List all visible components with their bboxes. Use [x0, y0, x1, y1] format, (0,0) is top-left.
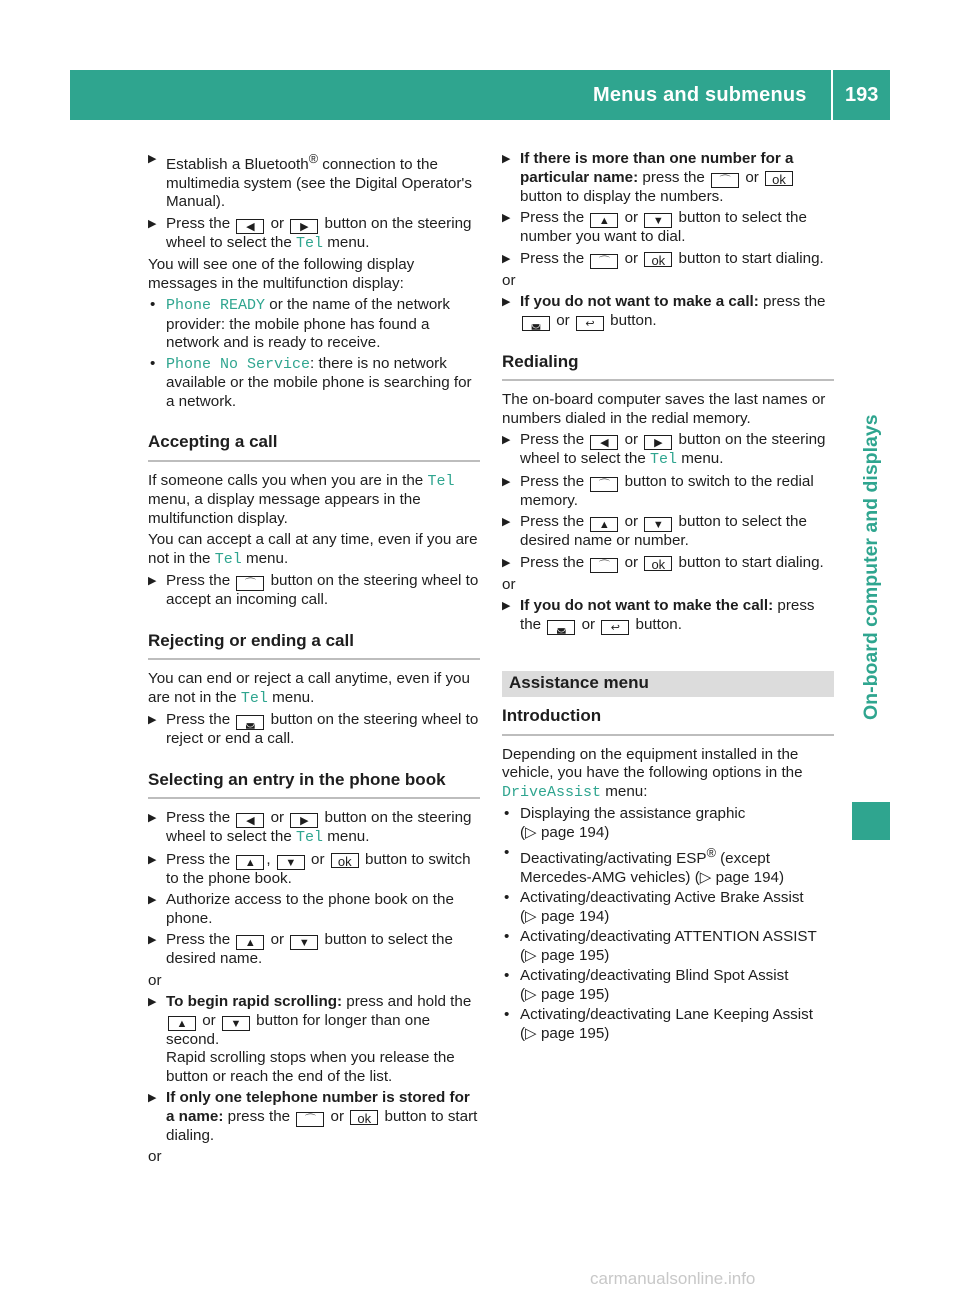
instruction-step: ▶ If you do not want to make a call: press the ◛ or ↩ button. [502, 293, 826, 330]
instruction-step: ▶ Establish a Bluetooth® connection to the multimedia system (see the Digital Operator's Manual). [148, 152, 472, 211]
step-arrow-icon: ▶ [148, 934, 157, 947]
step-arrow-icon: ▶ [148, 812, 157, 825]
side-tab [856, 414, 886, 750]
phone-key-icon: ⌒ [590, 558, 618, 573]
or-text: or [148, 1148, 162, 1166]
down-arrow-key-icon: ▼ [644, 213, 672, 228]
paragraph: The on-board computer saves the last names or numbers dialed in the redial memory. [502, 391, 826, 427]
phone-key-icon: ⌒ [590, 254, 618, 269]
down-arrow-key-icon: ▼ [277, 855, 305, 870]
page-header-title: Menus and submenus [593, 84, 807, 106]
instruction-step: ▶ To begin rapid scrolling: press and hold the ▲ or ▼ button for longer than one second. Rapid scrolling stops when you release the button or reach the end of the list. [148, 993, 472, 1085]
list-item: • Displaying the assistance graphic (▷ page 194) [504, 805, 746, 841]
instruction-step: ▶ If you do not want to make the call: press the ◛ or ↩ button. [502, 597, 815, 634]
page-reference: (▷ page 195) [520, 946, 610, 964]
step-arrow-icon: ▶ [148, 714, 157, 727]
step-arrow-icon: ▶ [502, 296, 511, 308]
watermark: carmanualsonline.info [590, 1269, 756, 1288]
step-arrow-icon: ▶ [148, 1092, 157, 1105]
list-item: • Activating/deactivating Blind Spot Assist (▷ page 195) [504, 967, 789, 1003]
phone-key-icon: ⌒ [296, 1112, 324, 1127]
left-arrow-key-icon: ◀ [236, 813, 264, 828]
paragraph: You can accept a call at any time, even if you are not in the Tel menu. [148, 531, 478, 568]
instruction-step: ▶ Authorize access to the phone book on the phone. [148, 891, 454, 927]
instruction-step: ▶ If there is more than one number for a particular name: press the ⌒ or ok button to display the numbers. [502, 150, 794, 205]
menu-name: DriveAssist [502, 783, 602, 801]
right-column [502, 150, 834, 1045]
step-arrow-icon: ▶ [502, 516, 511, 528]
instruction-step: ▶ Press the ▲ , ▼ or ok button to switch to the phone book. [148, 850, 471, 887]
section-heading-accepting-call: Accepting a call [148, 433, 480, 462]
section-heading-introduction: Introduction [502, 707, 834, 736]
header-divider [831, 70, 833, 120]
left-arrow-key-icon: ◀ [590, 435, 618, 450]
back-key-icon: ↩ [576, 316, 604, 331]
instruction-step: ▶ Press the ▲ or ▼ button to select the desired name or number. [502, 513, 807, 549]
ok-key-icon: ok [644, 556, 672, 571]
side-tab-label: On-board computer and displays [860, 414, 882, 720]
instruction-step: ▶ Press the ⌒ or ok button to start dialing. [502, 553, 824, 572]
instruction-step: ▶ Press the ▲ or ▼ button to select the number you want to dial. [502, 209, 807, 245]
up-arrow-key-icon: ▲ [590, 517, 618, 532]
down-arrow-key-icon: ▼ [222, 1016, 250, 1031]
instruction-step: ▶ Press the ◀ or ▶ button on the steering wheel to select the Tel menu. [148, 809, 472, 847]
ok-key-icon: ok [350, 1110, 378, 1125]
ok-key-icon: ok [765, 171, 793, 186]
instruction-step: ▶ If only one telephone number is stored for a name: press the ⌒ or ok button to start dialing. [148, 1089, 478, 1144]
instruction-step: ▶ Press the ◀ or ▶ button on the steering wheel to select the Tel menu. [502, 431, 826, 468]
list-item: • Activating/deactivating ATTENTION ASSIST (▷ page 195) [504, 928, 817, 964]
phone-key-icon: ⌒ [590, 477, 618, 492]
up-arrow-key-icon: ▲ [236, 855, 264, 870]
list-item: • Deactivating/activating ESP® (except Mercedes-AMG vehicles) (▷ page 194) [504, 844, 785, 886]
side-tab-marker [852, 802, 890, 840]
page-reference: (▷ page 194) [694, 868, 785, 886]
step-arrow-icon: ▶ [148, 853, 157, 866]
down-arrow-key-icon: ▼ [644, 517, 672, 532]
hangup-key-icon: ◛ [547, 620, 575, 635]
instruction-step: ▶ Press the ◛ button on the steering wheel to reject or end a call. [148, 711, 479, 748]
list-item: • Activating/deactivating Active Brake Assist (▷ page 194) [504, 889, 804, 925]
down-arrow-key-icon: ▼ [290, 935, 318, 950]
step-arrow-icon: ▶ [502, 153, 511, 165]
instruction-step: ▶ Press the ⌒ or ok button to start dialing. [502, 249, 824, 268]
list-item: • Phone No Service: there is no network available or the mobile phone is searching for a network. [150, 354, 472, 410]
or-text: or [148, 971, 162, 989]
hangup-key-icon: ◛ [236, 715, 264, 730]
paragraph: Depending on the equipment installed in the vehicle, you have the following options in the DriveAssist menu: [502, 745, 803, 801]
hangup-key-icon: ◛ [522, 316, 550, 331]
section-heading-redialing: Redialing [502, 353, 834, 382]
left-arrow-key-icon: ◀ [236, 219, 264, 234]
or-text: or [502, 271, 516, 289]
back-key-icon: ↩ [601, 620, 629, 635]
step-arrow-icon: ▶ [148, 153, 157, 165]
phone-key-icon: ⌒ [711, 173, 739, 188]
step-arrow-icon: ▶ [148, 996, 157, 1009]
section-heading-rejecting-call: Rejecting or ending a call [148, 632, 480, 661]
step-arrow-icon: ▶ [148, 575, 157, 588]
instruction-step: ▶ Press the ⌒ button on the steering wheel to accept an incoming call. [148, 572, 479, 609]
paragraph: If someone calls you when you are in the Tel menu, a display message appears in the multifunction display. [148, 471, 455, 527]
ok-key-icon: ok [331, 853, 359, 868]
step-arrow-icon: ▶ [502, 252, 511, 265]
list-item: • Activating/deactivating Lane Keeping Assist (▷ page 195) [504, 1006, 813, 1042]
left-column [148, 150, 480, 1170]
page-reference: (▷ page 194) [520, 823, 610, 841]
up-arrow-key-icon: ▲ [236, 935, 264, 950]
step-arrow-icon: ▶ [148, 217, 157, 230]
phone-key-icon: ⌒ [236, 576, 264, 591]
right-arrow-key-icon: ▶ [290, 219, 318, 234]
instruction-step: ▶ Press the ▲ or ▼ button to select the desired name. [148, 931, 453, 968]
right-arrow-key-icon: ▶ [290, 813, 318, 828]
up-arrow-key-icon: ▲ [168, 1016, 196, 1031]
menu-name: Tel [296, 234, 324, 252]
step-arrow-icon: ▶ [502, 600, 511, 612]
list-item: • Phone READY or the name of the network provider: the mobile phone has found a network and is ready to receive. [150, 296, 450, 352]
section-heading-phone-book: Selecting an entry in the phone book [148, 771, 480, 800]
page-reference: (▷ page 195) [520, 1024, 610, 1042]
or-text: or [502, 575, 516, 593]
step-arrow-icon: ▶ [502, 434, 511, 446]
step-arrow-icon: ▶ [502, 212, 511, 224]
step-arrow-icon: ▶ [502, 475, 511, 488]
instruction-step: ▶ Press the ◀ or ▶ button on the steering wheel to select the Tel menu. [148, 214, 472, 252]
page-reference: (▷ page 194) [520, 907, 610, 925]
paragraph: You will see one of the following display messages in the multifunction display: [148, 256, 415, 292]
paragraph: You can end or reject a call anytime, even if you are not in the Tel menu. [148, 670, 470, 707]
step-arrow-icon: ▶ [502, 556, 511, 569]
page-number: 193 [845, 84, 879, 106]
step-arrow-icon: ▶ [148, 894, 157, 907]
right-arrow-key-icon: ▶ [644, 435, 672, 450]
section-heading-assistance-menu: Assistance menu [502, 671, 834, 698]
page-reference: (▷ page 195) [520, 985, 610, 1003]
instruction-step: ▶ Press the ⌒ button to switch to the redial memory. [502, 472, 814, 509]
ok-key-icon: ok [644, 252, 672, 267]
up-arrow-key-icon: ▲ [590, 213, 618, 228]
